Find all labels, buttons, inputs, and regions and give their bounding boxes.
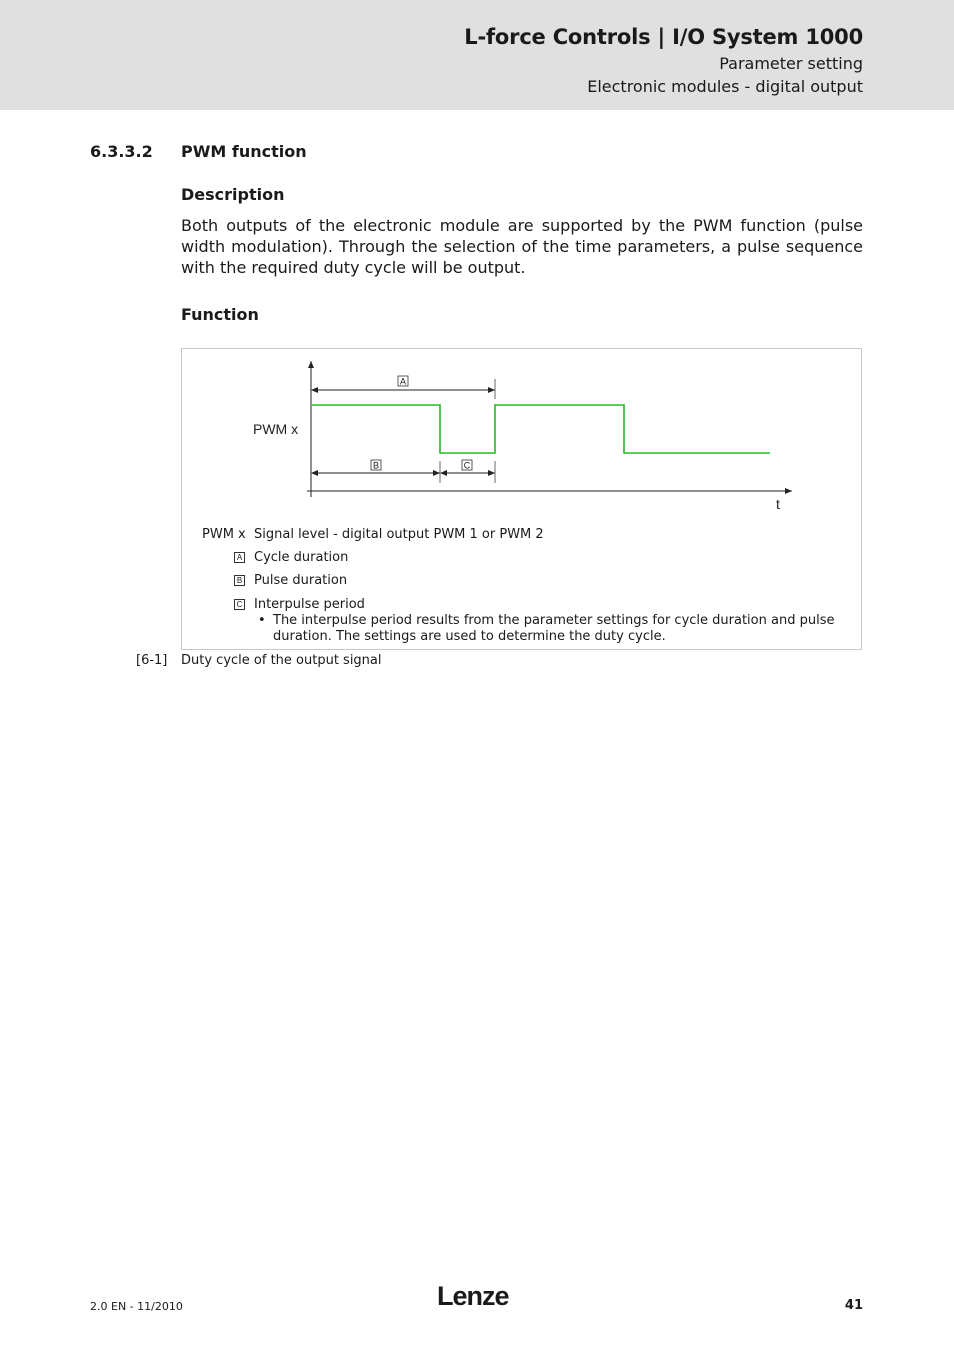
- legend-icon-a: A: [234, 552, 245, 563]
- time-axis-label: t: [776, 496, 780, 512]
- marker-c-label: C: [463, 460, 471, 471]
- chapter-subtitle: Parameter setting: [719, 54, 863, 73]
- legend-text-a: Cycle duration: [254, 550, 349, 565]
- function-heading: Function: [181, 305, 259, 324]
- legend-icon-b: B: [234, 575, 245, 586]
- legend-text-b: Pulse duration: [254, 573, 348, 588]
- section-number: 6.3.3.2: [90, 142, 153, 161]
- legend-row-b: [182, 573, 863, 593]
- legend-key-pwm: PWM x: [202, 527, 246, 542]
- legend-icon-c: C: [234, 599, 245, 610]
- figure-number: [6-1]: [136, 653, 168, 668]
- legend-row-pwm: [182, 527, 863, 547]
- signal-axis-label: PWM x: [253, 421, 299, 437]
- legend-bullet-text: The interpulse period results from the parameter settings for cycle duration and pulse duration. The settings are used to determine the duty cycle.: [273, 613, 835, 644]
- page-header: [0, 0, 954, 110]
- document-version: 2.0 EN - 11/2010: [90, 1300, 183, 1313]
- marker-b-label: B: [372, 460, 380, 471]
- pwm-figure: [181, 348, 862, 650]
- description-text: Both outputs of the electronic module are supported by the PWM function (pulse width modulation). Through the selection of the time parameters, a pulse sequence with the required duty cycle will be output.: [181, 216, 863, 277]
- marker-a-label: A: [399, 376, 407, 387]
- section-title: PWM function: [181, 142, 307, 161]
- pwm-signal: [312, 405, 770, 453]
- page-number: 41: [844, 1298, 863, 1313]
- figure-caption: Duty cycle of the output signal: [181, 653, 382, 668]
- legend-text-c: Interpulse period: [254, 597, 365, 612]
- lenze-logo: Lenze: [437, 1281, 509, 1311]
- description-heading: Description: [181, 185, 285, 204]
- legend-bullet-icon: •: [258, 613, 266, 628]
- legend-text-pwm: Signal level - digital output PWM 1 or PWM 2: [254, 527, 544, 542]
- section-subtitle: Electronic modules - digital output: [587, 77, 863, 96]
- document-title: L-force Controls | I/O System 1000: [464, 25, 863, 49]
- legend-row-a: [182, 550, 863, 570]
